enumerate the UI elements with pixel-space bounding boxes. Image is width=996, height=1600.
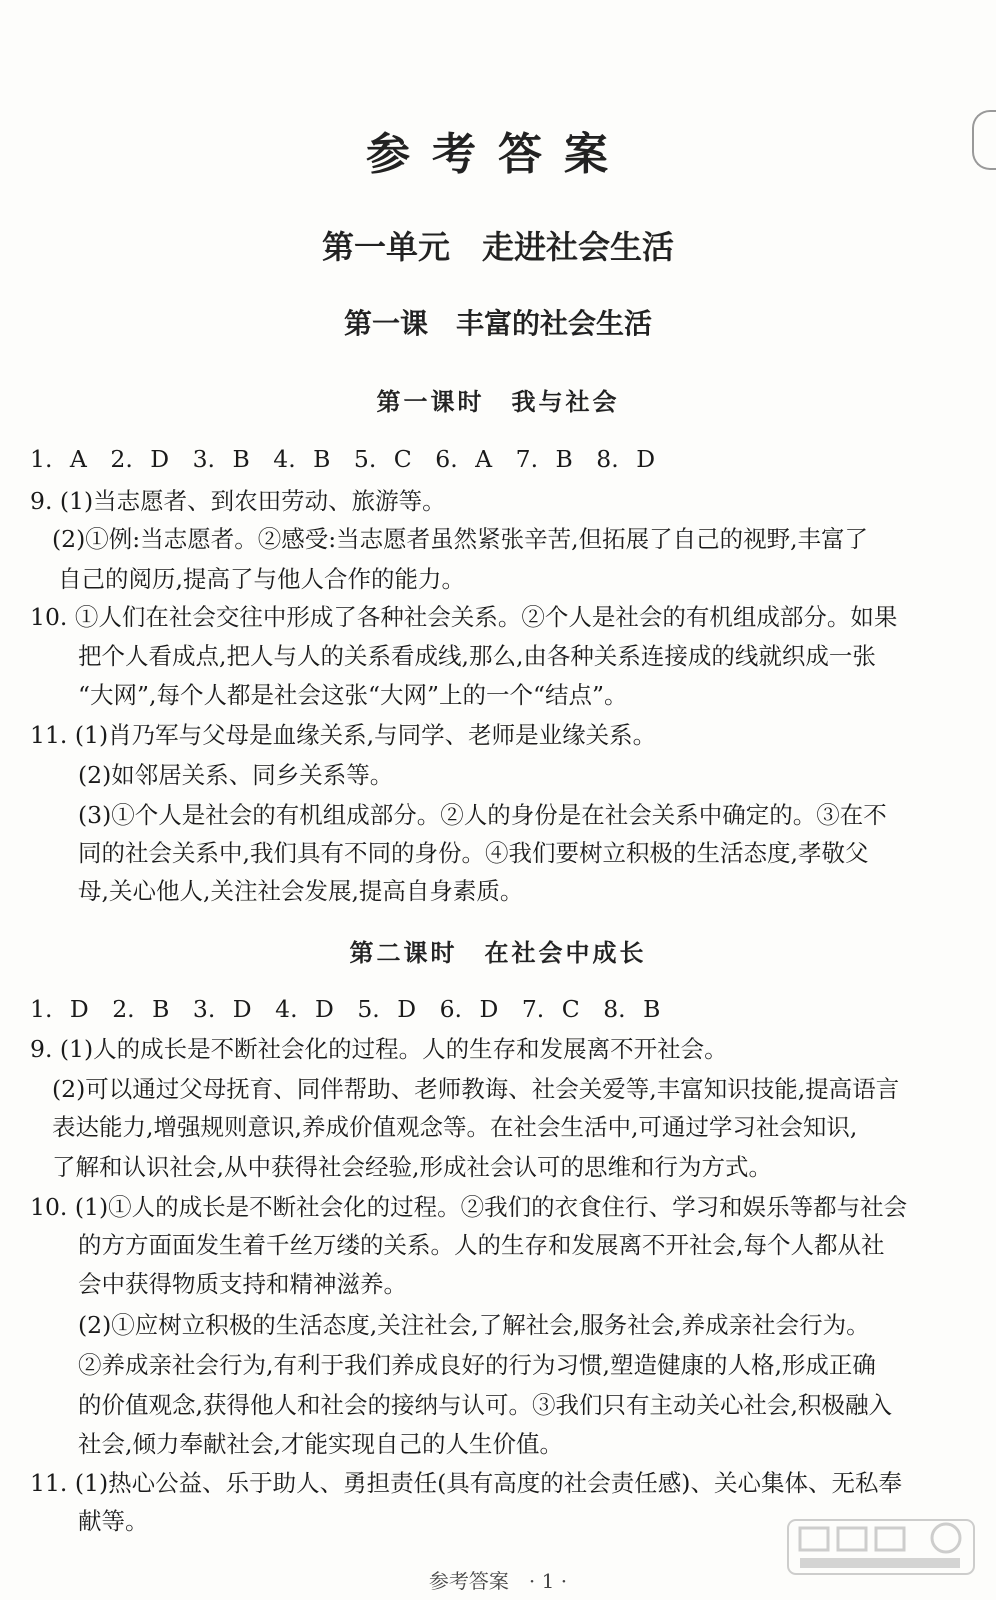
answer-line: 1. D 2. B 3. D 4. D 5. D 6. D 7. C 8. B [30,995,661,1023]
unit-title: 第一单元 走进社会生活 [321,228,674,266]
answer-line: (2)①例:当志愿者。②感受:当志愿者虽然紧张辛苦,但拓展了自己的视野,丰富了 [52,525,869,553]
document-title: 参考答案 [366,129,630,180]
answer-line: 了解和认识社会,从中获得社会经验,形成社会认可的思维和行为方式。 [52,1153,772,1181]
answer-line: ②养成亲社会行为,有利于我们养成良好的行为习惯,塑造健康的人格,形成正确 [78,1351,876,1379]
answer-line: 献等。 [78,1507,149,1535]
answer-line: (2)①应树立积极的生活态度,关注社会,了解社会,服务社会,养成亲社会行为。 [78,1311,870,1339]
answer-line: 10. (1)①人的成长是不断社会化的过程。②我们的衣食住行、学习和娱乐等都与社会 [30,1193,908,1221]
answer-line: 1. A 2. D 3. B 4. B 5. C 6. A 7. B 8. D [30,445,656,473]
answer-line: 的价值观念,获得他人和社会的接纳与认可。③我们只有主动关心社会,积极融入 [78,1391,892,1419]
period-1-title: 第一课时 我与社会 [376,387,620,416]
page-footer: 参考答案 · 1 · [428,1569,568,1593]
period-2-title: 第二课时 在社会中成长 [349,938,647,967]
answer-line: (2)可以通过父母抚育、同伴帮助、老师教诲、社会关爱等,丰富知识技能,提高语言 [52,1075,900,1103]
lesson-title: 第一课 丰富的社会生活 [343,307,652,340]
watermark-logo [786,1516,976,1578]
answer-line: 把个人看成点,把人与人的关系看成线,那么,由各种关系连接成的线就织成一张 [78,642,876,670]
answer-line: 同的社会关系中,我们具有不同的身份。④我们要树立积极的生活态度,孝敬父 [78,839,869,867]
answer-line: 11. (1)热心公益、乐于助人、勇担责任(具有高度的社会责任感)、关心集体、无私奉 [30,1469,902,1497]
answer-line: (2)如邻居关系、同乡关系等。 [78,761,394,789]
answer-line: 9. (1)当志愿者、到农田劳动、旅游等。 [30,487,446,515]
answer-line: 社会,倾力奉献社会,才能实现自己的人生价值。 [78,1430,563,1458]
answer-line: 会中获得物质支持和精神滋养。 [78,1270,407,1298]
answer-line: 11. (1)肖乃军与父母是血缘关系,与同学、老师是业缘关系。 [30,721,657,749]
answer-line: 的方方面面发生着千丝万缕的关系。人的生存和发展离不开社会,每个人都从社 [78,1231,885,1259]
answer-line: 自己的阅历,提高了与他人合作的能力。 [58,565,465,593]
answer-line: 9. (1)人的成长是不断社会化的过程。人的生存和发展离不开社会。 [30,1035,728,1063]
answer-line: 母,关心他人,关注社会发展,提高自身素质。 [78,877,524,905]
answer-line: 表达能力,增强规则意识,养成价值观念等。在社会生活中,可通过学习社会知识, [52,1113,858,1141]
answer-line: 10. ①人们在社会交往中形成了各种社会关系。②个人是社会的有机组成部分。如果 [30,603,898,631]
answer-line: (3)①个人是社会的有机组成部分。②人的身份是在社会关系中确定的。③在不 [78,801,887,829]
answer-line: “大网”,每个人都是社会这张“大网”上的一个“结点”。 [78,681,628,709]
